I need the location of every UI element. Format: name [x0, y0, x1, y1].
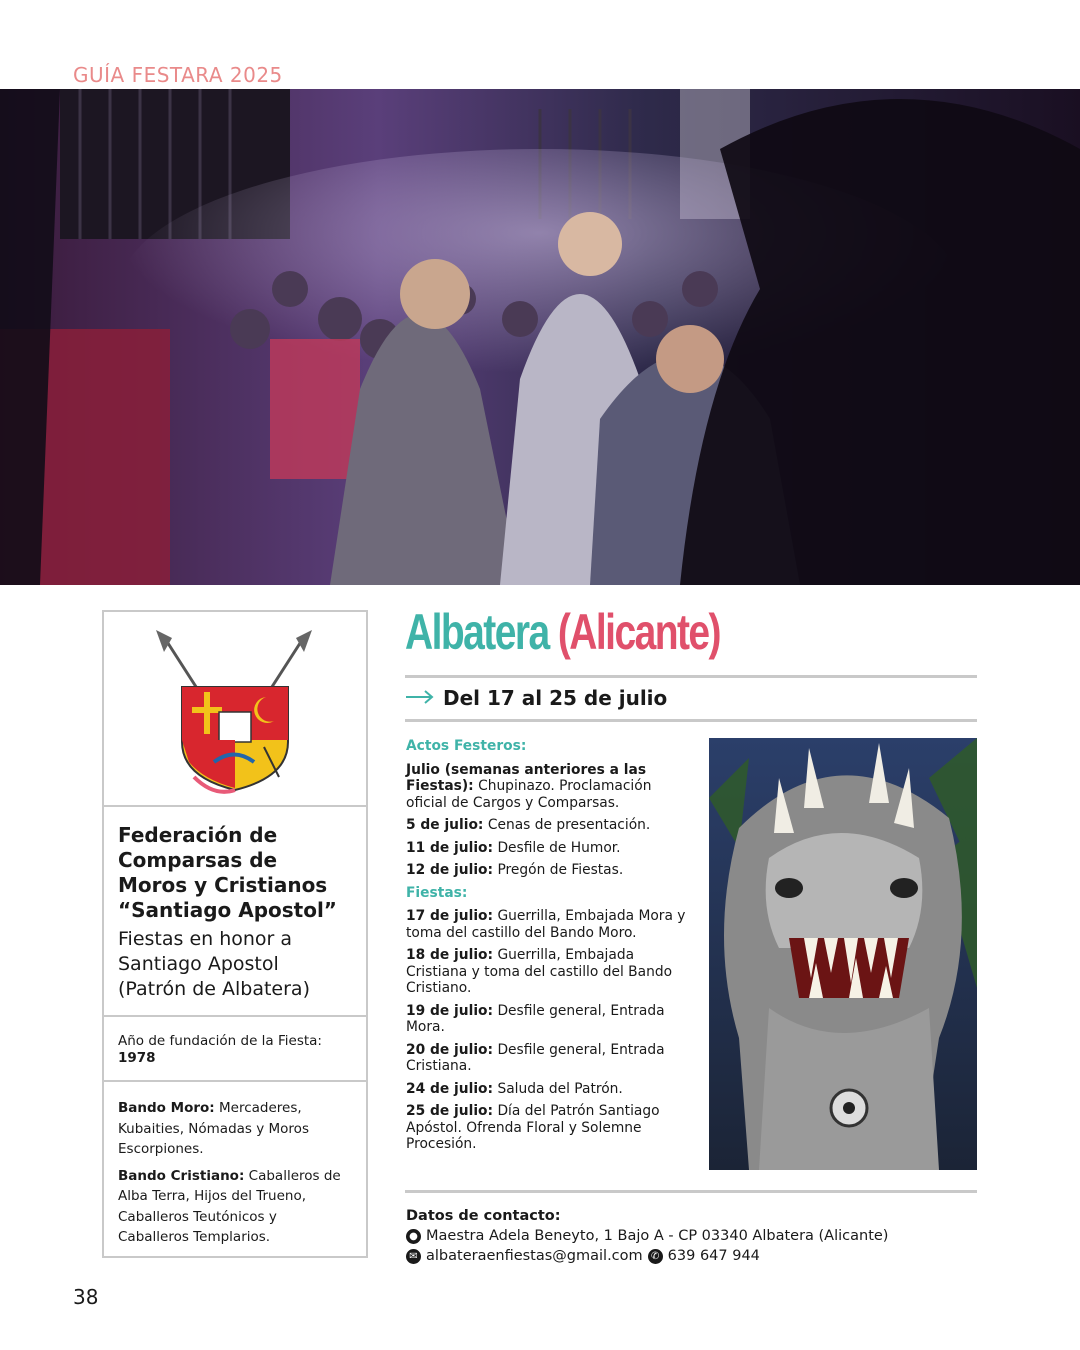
org-description: Fiestas en honor a Santiago Apostol (Patrón de Albatera) — [118, 928, 310, 1000]
email-link[interactable]: albateraenfiestas@gmail.com — [426, 1248, 643, 1264]
bando-moro-text: Mercaderes, Kubaities, Nómadas y Moros Escorpiones. — [118, 1100, 309, 1157]
event-text: Pregón de Fiestas. — [497, 862, 624, 878]
event-text: Guerrilla, Embajada Cristiana y toma del castillo del Bando Cristiano. — [406, 947, 673, 996]
founded-year: 1978 — [118, 1050, 156, 1066]
address-row — [406, 1226, 888, 1246]
page-title — [405, 603, 720, 661]
event-item — [406, 1081, 696, 1098]
phone-icon: ✆ — [648, 1249, 663, 1264]
bando-cristiano-label: Bando Cristiano: — [118, 1167, 245, 1184]
contact-heading: Datos de contacto: — [406, 1208, 561, 1224]
event-text: Cenas de presentación. — [487, 817, 651, 833]
event-text: Desfile general, Entrada Mora. — [406, 1002, 665, 1035]
dragon-photo — [709, 738, 977, 1170]
bando-moro-label: Bando Moro: — [118, 1100, 215, 1116]
event-text: Saluda del Patrón. — [497, 1080, 623, 1097]
federation-card — [102, 610, 368, 1258]
page-number: 38 — [73, 1285, 99, 1309]
event-label: 5 de julio: — [406, 817, 484, 833]
event-label: 19 de julio: — [406, 1002, 494, 1019]
actos-heading: Actos Festeros: — [406, 738, 527, 754]
phone-number[interactable]: 639 647 944 — [667, 1248, 760, 1264]
email-phone-row — [406, 1246, 888, 1266]
divider-dates — [405, 719, 977, 722]
event-item — [406, 762, 696, 812]
divider-top — [405, 675, 977, 678]
event-text: Chupinazo. Proclamación oficial de Cargos y Comparsas. — [406, 778, 652, 811]
contact-block — [406, 1206, 888, 1266]
event-label: 18 de julio: — [406, 947, 494, 963]
events-list — [406, 738, 696, 1159]
province-name: (Alicante) — [557, 604, 720, 660]
bandos-info — [104, 1082, 366, 1270]
event-text: Desfile general, Entrada Cristiana. — [406, 1041, 665, 1074]
event-label: Julio (semanas anteriores a las Fiestas): — [406, 761, 647, 794]
event-item — [406, 840, 696, 857]
arrow-right-icon — [405, 686, 435, 710]
dates-text: Del 17 al 25 de julio — [443, 686, 668, 710]
event-item — [406, 908, 696, 941]
event-text: Desfile de Humor. — [497, 839, 621, 856]
founded-label: Año de fundación de la Fiesta: — [118, 1033, 322, 1049]
event-label: 17 de julio: — [406, 908, 494, 924]
bando-cristiano-text: Caballeros de Alba Terra, Hijos del Trueno, Caballeros Teutónicos y Caballeros Templarios. — [118, 1167, 341, 1245]
event-text: Día del Patrón Santiago Apóstol. Ofrenda Floral y Solemne Procesión. — [406, 1103, 660, 1152]
event-item — [406, 817, 696, 834]
federation-crest — [104, 612, 366, 807]
event-item — [406, 862, 696, 879]
divider-contact — [405, 1190, 977, 1193]
location-pin-icon: ● — [406, 1229, 421, 1244]
event-item — [406, 1003, 696, 1036]
event-item — [406, 1103, 696, 1153]
event-text: Guerrilla, Embajada Mora y toma del castillo del Bando Moro. — [406, 908, 686, 941]
town-name: Albatera — [405, 604, 549, 660]
event-label: 25 de julio: — [406, 1103, 494, 1119]
founded-info — [104, 1017, 366, 1082]
event-label: 11 de julio: — [406, 839, 494, 856]
org-name: Federación de Comparsas de Moros y Cristianos “Santiago Apostol” — [118, 823, 337, 922]
hero-photo — [0, 89, 1080, 585]
guide-title: GUÍA FESTARA 2025 — [73, 63, 283, 87]
event-label: 24 de julio: — [406, 1080, 494, 1097]
event-item — [406, 947, 696, 997]
festival-dates — [405, 686, 667, 710]
event-label: 12 de julio: — [406, 862, 494, 878]
event-label: 20 de julio: — [406, 1041, 494, 1058]
fiestas-heading: Fiestas: — [406, 884, 468, 901]
address-text: Maestra Adela Beneyto, 1 Bajo A - CP 03340 Albatera (Alicante) — [426, 1228, 889, 1244]
envelope-icon: ✉ — [406, 1249, 421, 1264]
event-item — [406, 1042, 696, 1075]
